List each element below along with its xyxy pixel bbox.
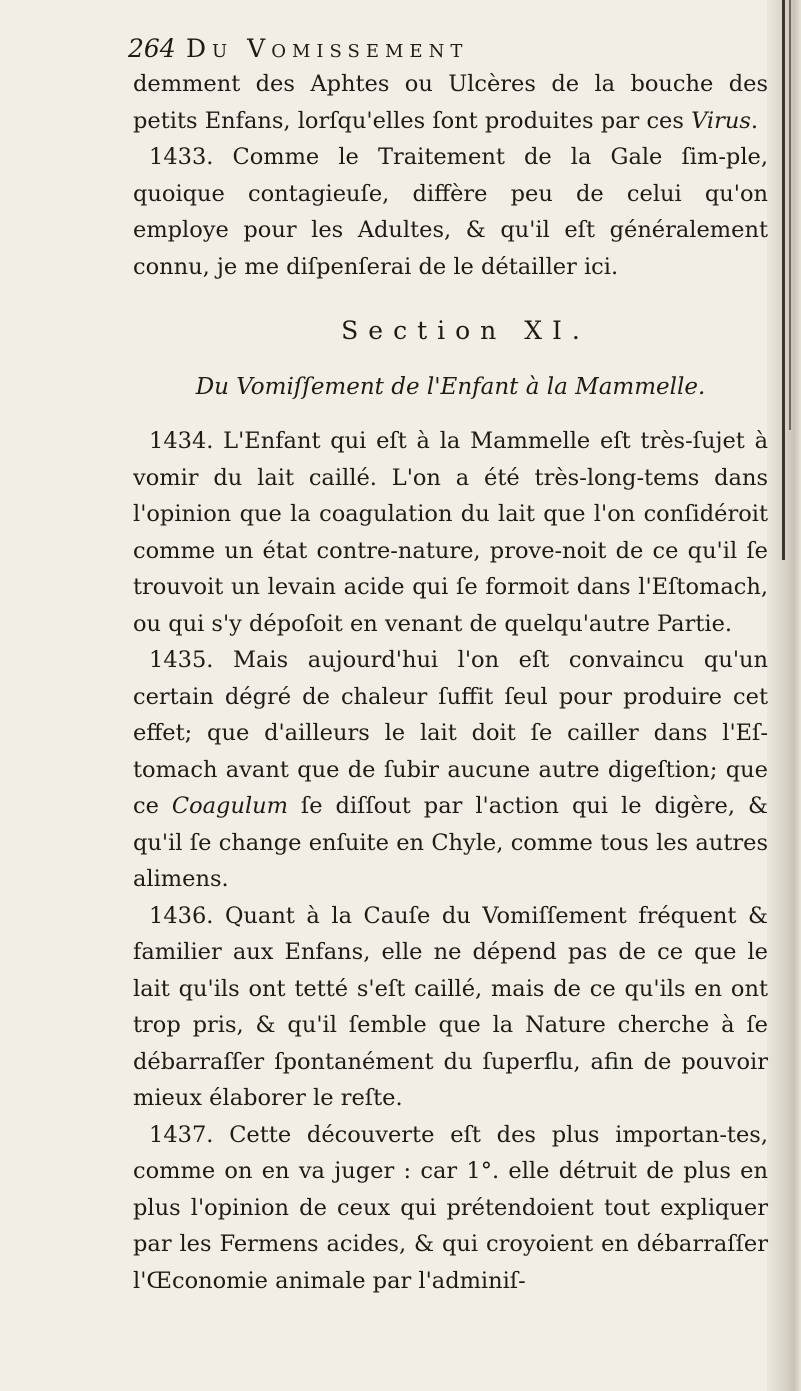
running-head xyxy=(128,32,768,66)
binding-line xyxy=(782,0,785,560)
paragraph-1436: 1436. Quant à la Cauſe du Vomiſſement fréquent & familier aux Enfans, elle ne dépend pas de ce que le lait qu'ils ont tetté s'eſt caillé, mais de ce qu'ils en ont trop pris, & qu'il ſemble que la Nature cherche à ſe débarraſſer ſpontanément du ſuperflu, afin de pouvoir mieux élaborer le reſte. xyxy=(133,902,768,1111)
paragraph-1434: 1434. L'Enfant qui eſt à la Mammelle eſt très-ſujet à vomir du lait caillé. L'on a été très-long-tems dans l'opinion que la coagulation du lait que l'on conſidéroit comme un état contre-nature, prove-noit de ce qu'il ſe trouvoit un levain acide qui ſe formoit dans l'Eſtomach, ou qui s'y dépoſoit en venant de quelqu'autre Partie. xyxy=(133,428,768,637)
paragraph-1435-end: ſe diſſout par l'action qui le digère, & qu'il ſe change enſuite en Chyle, comme tous les autres alimens. xyxy=(133,793,768,892)
virus-term: Virus xyxy=(691,107,751,134)
binding-line-secondary xyxy=(789,0,791,430)
paragraph-continued-end: . xyxy=(750,107,759,134)
paragraph-1435-text: 1435. Mais aujourd'hui l'on eſt convaincu qu'un certain dégré de chaleur ſuffit ſeul pour produire cet effet; que d'ailleurs le lait doit ſe cailler dans l'Eſ-tomach avant que de ſubir aucune autre digeſtion; que ce xyxy=(133,647,768,819)
running-title: Du Vomissement xyxy=(186,34,469,63)
page-content xyxy=(128,32,768,1299)
paragraph-1433: 1433. Comme le Traitement de la Gale ſim-ple, quoique contagieuſe, diffère peu de celui qu'on employe pour les Adultes, & qu'il eſt généralement connu, je me diſpenſerai de le détailler ici. xyxy=(133,144,768,280)
coagulum-term: Coagulum xyxy=(171,793,288,819)
page-number: 264 xyxy=(128,34,176,63)
paragraph-continued xyxy=(133,66,768,139)
section-subtitle: Du Vomiſſement de l'Enfant à la Mammelle. xyxy=(195,374,706,400)
paragraph-1435 xyxy=(133,642,768,898)
paragraph-continued-text: demment des Aphtes ou Ulcères de la bouche des petits Enfans, lorſqu'elles ſont produites par ces xyxy=(133,71,768,134)
section-heading: Section XI. xyxy=(341,316,590,345)
paragraph-1437: 1437. Cette découverte eſt des plus importan-tes, comme on en va juger : car 1°. elle détruit de plus en plus l'opinion de ceux qui prétendoient tout expliquer par les Fermens acides, & qui croyoient en débarraſſer l'Œconomie animale par l'adminiſ- xyxy=(133,1121,768,1294)
